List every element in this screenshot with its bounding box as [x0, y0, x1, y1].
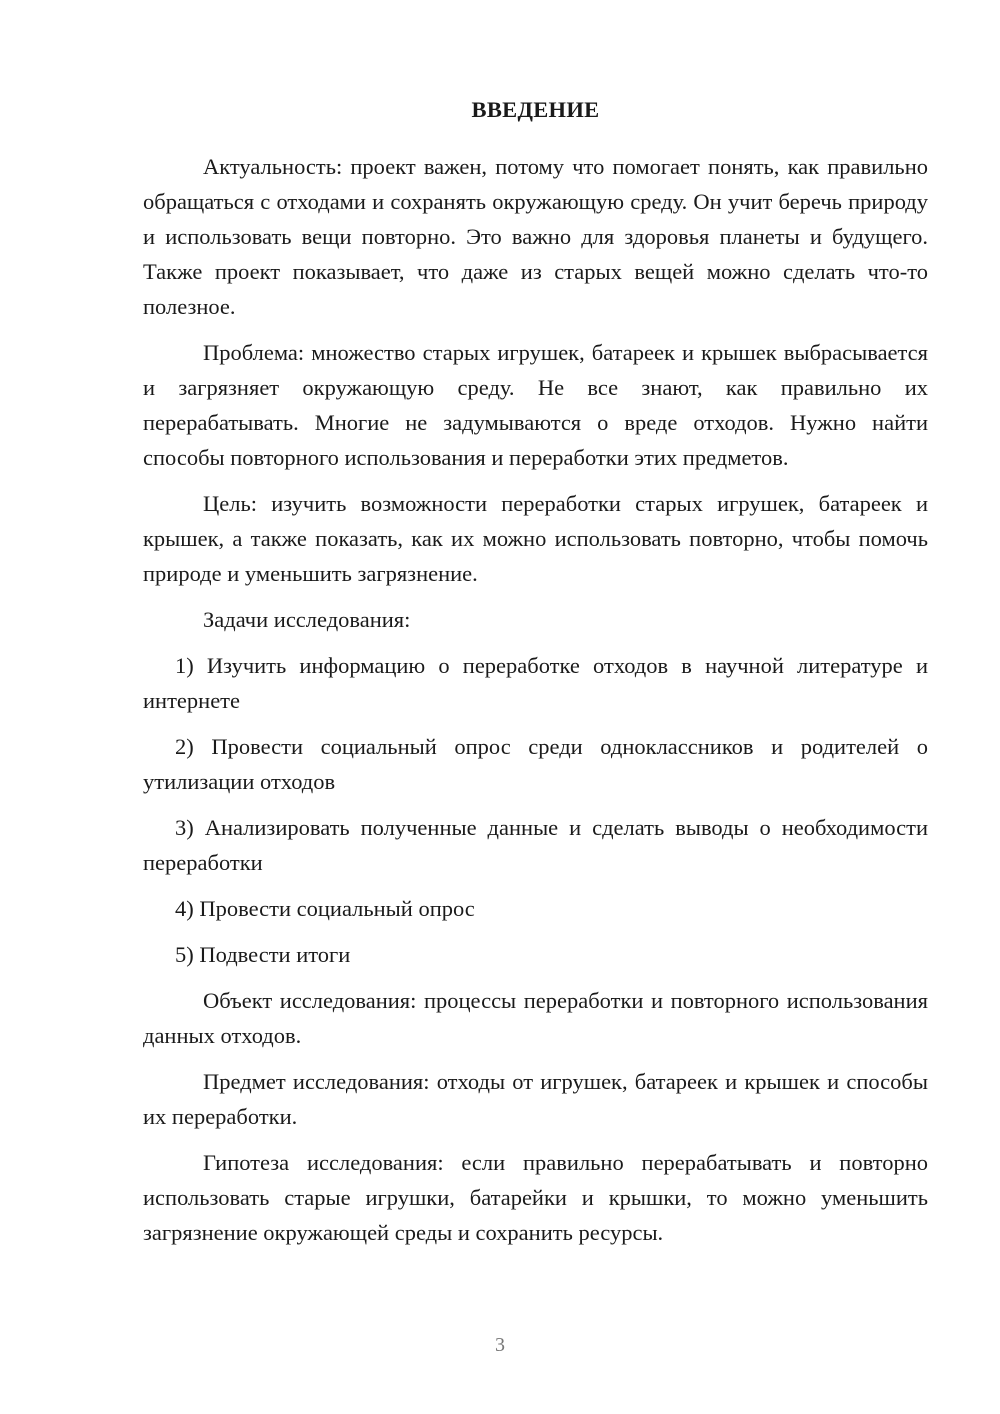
- document-page: [143, 92, 928, 1261]
- paragraph-subject: Предмет исследования: отходы от игрушек, батареек и крышек и способы их переработки.: [143, 1069, 928, 1129]
- task-item-1: 1) Изучить информацию о переработке отходов в научной литературе и интернете: [143, 653, 928, 713]
- paragraph-problem: Проблема: множество старых игрушек, батареек и крышек выбрасывается и загрязняет окружающую среду. Не все знают, как правильно их перерабатывать. Многие не задумываются о вреде отходов. Нужно найти способы повторного использования и переработки этих предметов.: [143, 340, 928, 470]
- paragraph-goal: Цель: изучить возможности переработки старых игрушек, батареек и крышек, а также показать, как их можно использовать повторно, чтобы помочь природе и уменьшить загрязнение.: [143, 491, 928, 586]
- task-item-2: 2) Провести социальный опрос среди одноклассников и родителей о утилизации отходов: [143, 734, 928, 794]
- paragraph-hypothesis: Гипотеза исследования: если правильно перерабатывать и повторно использовать старые игрушки, батарейки и крышки, то можно уменьшить загрязнение окружающей среды и сохранить ресурсы.: [143, 1150, 928, 1245]
- task-item-4: 4) Провести социальный опрос: [175, 896, 475, 921]
- task-item-5: 5) Подвести итоги: [175, 942, 351, 967]
- page-number: 3: [495, 1334, 505, 1356]
- paragraph-object: Объект исследования: процессы переработки и повторного использования данных отходов.: [143, 988, 928, 1048]
- task-item-3: 3) Анализировать полученные данные и сделать выводы о необходимости переработки: [143, 815, 928, 875]
- paragraph-relevance: Актуальность: проект важен, потому что помогает понять, как правильно обращаться с отходами и сохранять окружающую среду. Он учит беречь природу и использовать вещи повторно. Это важно для здоровья планеты и будущего. Также проект показывает, что даже из старых вещей можно сделать что-то полезное.: [143, 154, 928, 319]
- page-title: ВВЕДЕНИЕ: [471, 97, 600, 122]
- tasks-heading: Задачи исследования:: [203, 607, 411, 632]
